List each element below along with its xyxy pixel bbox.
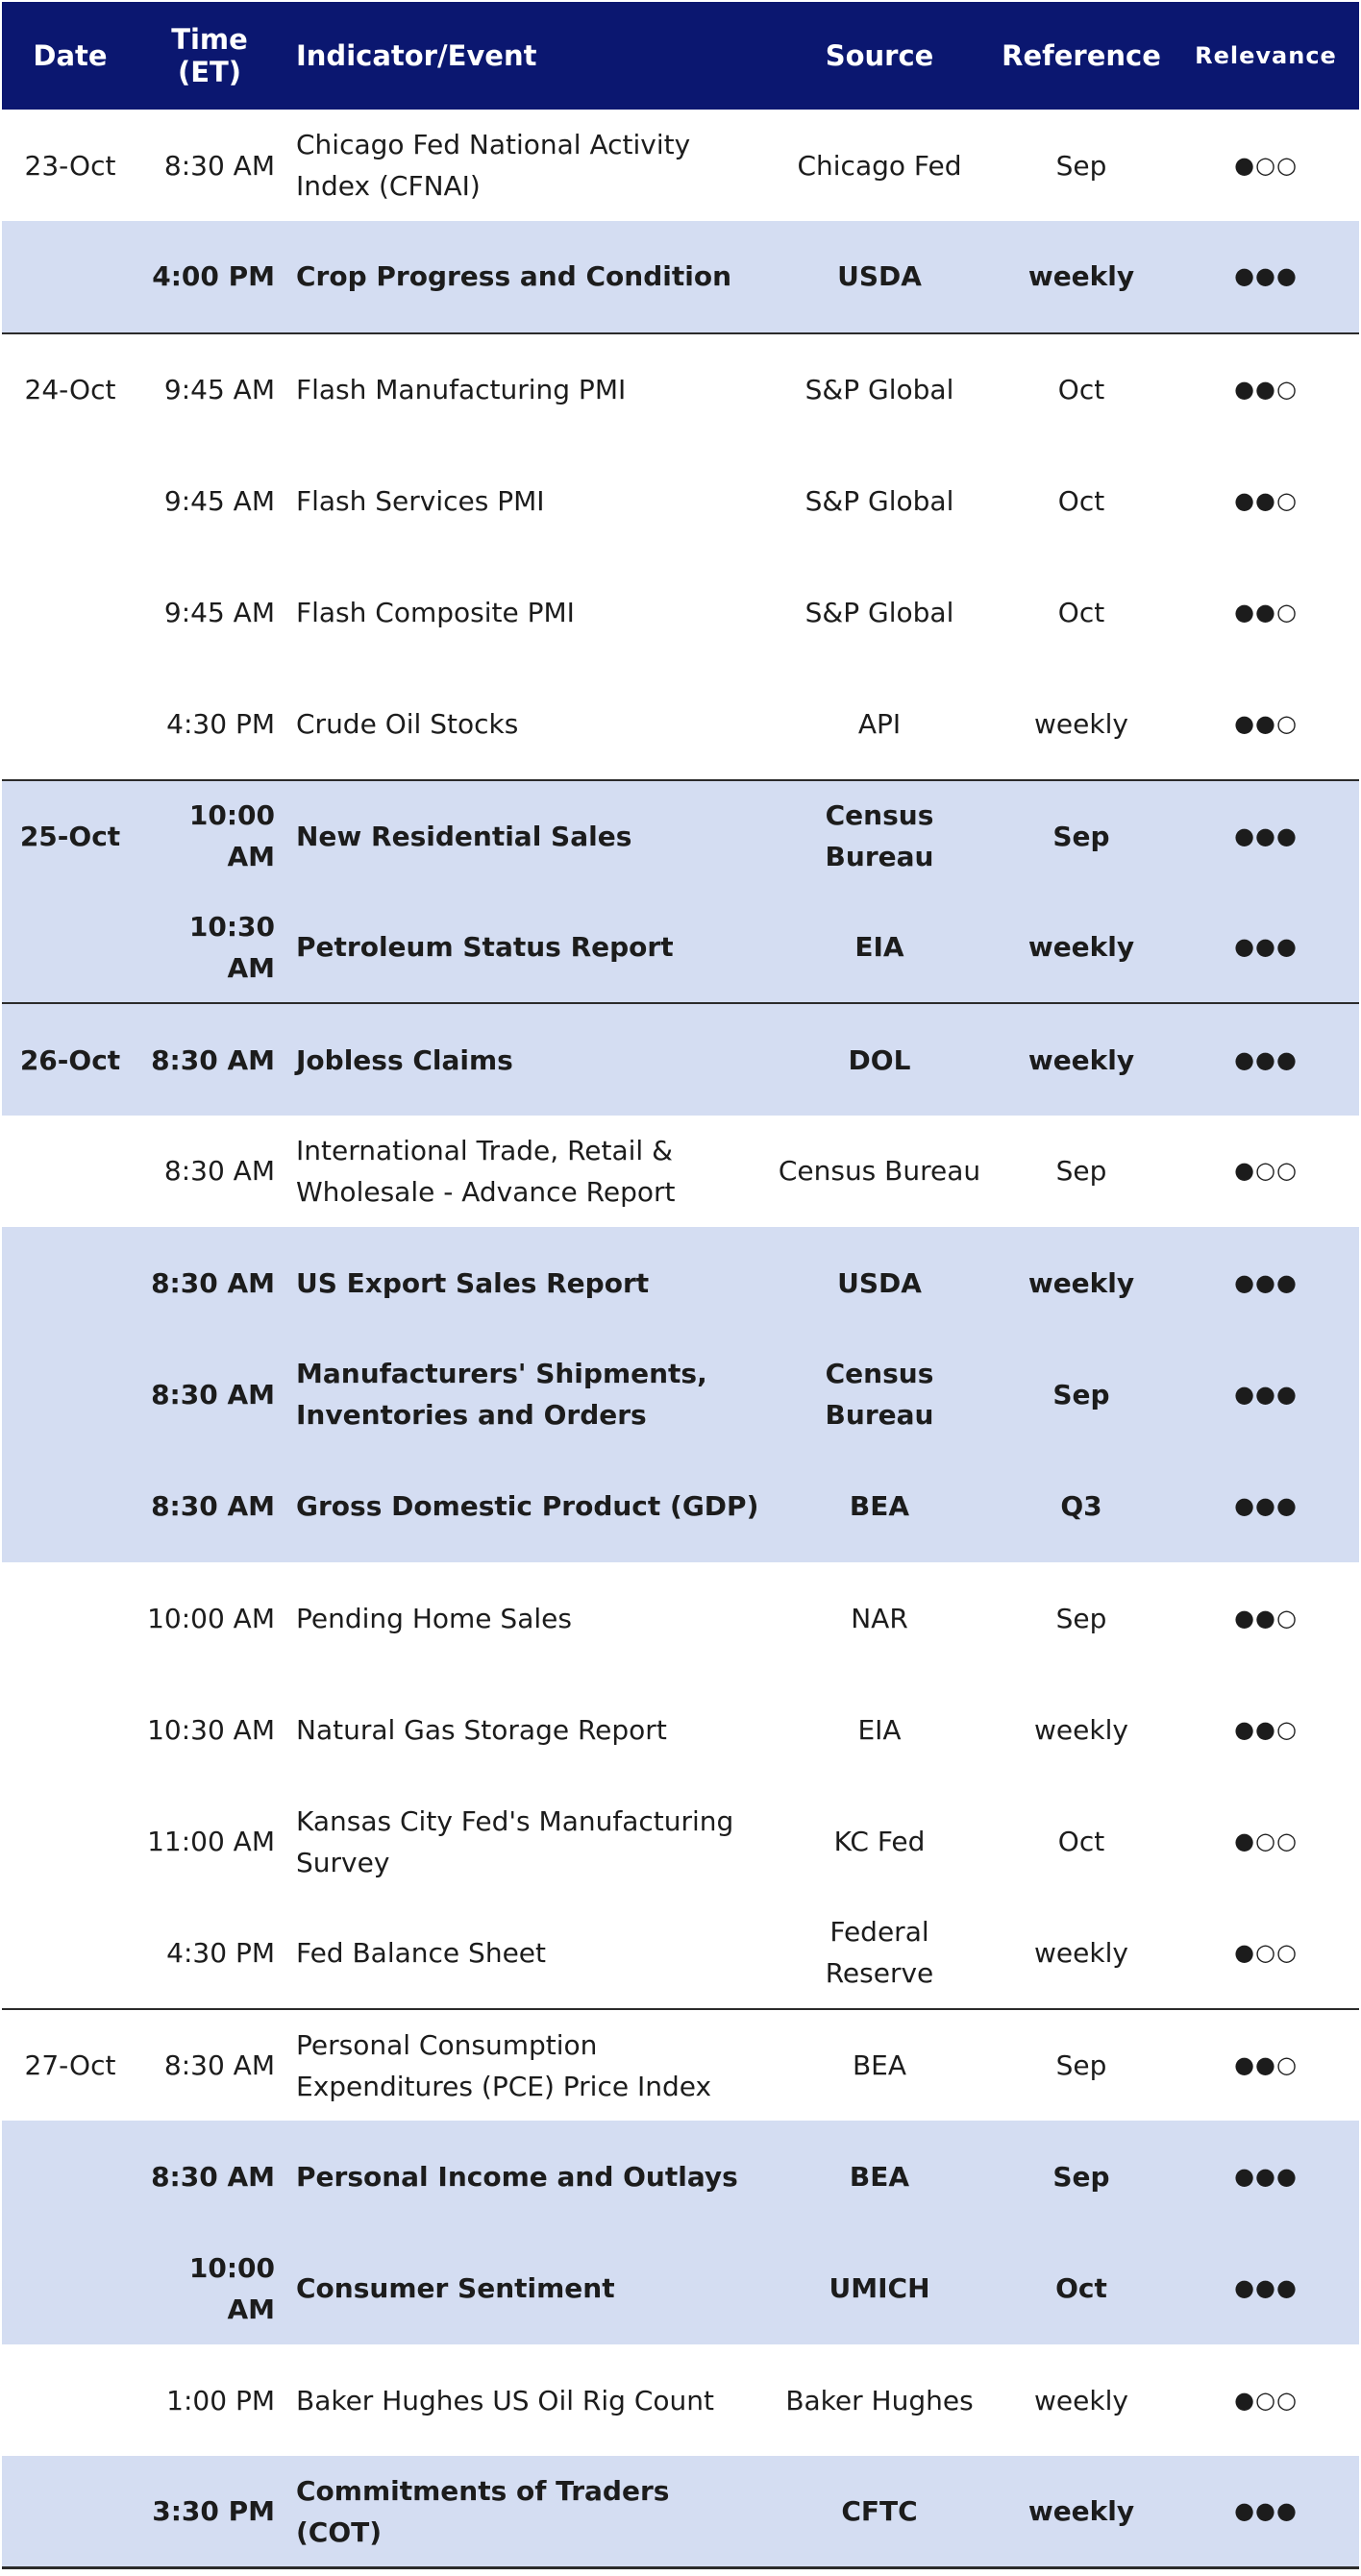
relevance-dots: ●●● [1173, 2456, 1359, 2567]
cell-event: Natural Gas Storage Report [296, 1713, 667, 1746]
cell-time: 8:30 AM [138, 1338, 288, 1450]
cell-reference: Sep [1055, 149, 1107, 182]
cell-source: CFTC [769, 2456, 990, 2567]
table-row [2, 2233, 1359, 2344]
relevance-dots: ●●○ [1234, 709, 1298, 737]
cell-date [2, 1451, 138, 1562]
cell-time: 4:30 PM [166, 1936, 275, 1969]
table-row [2, 1674, 1359, 1785]
cell-time: 8:30 AM [138, 1227, 288, 1338]
relevance-dots: ●●● [1173, 2233, 1359, 2344]
cell-reference: weekly [990, 2456, 1173, 2567]
table-row [2, 1785, 1359, 1897]
cell-date: 26-Oct [2, 1003, 138, 1115]
cell-event: Gross Domestic Product (GDP) [288, 1451, 769, 1562]
table-row [2, 780, 1359, 892]
cell-reference: weekly [990, 1003, 1173, 1115]
table-row [2, 1451, 1359, 1562]
relevance-dots: ●●○ [1234, 486, 1298, 514]
cell-date [2, 2233, 138, 2344]
relevance-dots: ●○○ [1234, 151, 1298, 179]
cell-source: EIA [769, 892, 990, 1003]
cell-time: 9:45 AM [138, 333, 288, 445]
relevance-dots: ●○○ [1234, 1938, 1298, 1966]
cell-reference: weekly [990, 221, 1173, 332]
cell-source: DOL [769, 1003, 990, 1115]
cell-time: 4:00 PM [138, 221, 288, 332]
cell-source: BEA [769, 2121, 990, 2232]
table-row [2, 2121, 1359, 2232]
relevance-dots: ●●● [1173, 2121, 1359, 2232]
cell-date: 25-Oct [2, 780, 138, 892]
table-row [2, 892, 1359, 1003]
cell-source: NAR [851, 1602, 908, 1634]
cell-event: Jobless Claims [288, 1003, 769, 1115]
cell-time: 8:30 AM [163, 1155, 275, 1188]
cell-source: EIA [857, 1713, 902, 1746]
table-row [2, 1003, 1359, 1115]
cell-date [2, 556, 138, 668]
cell-time: 8:30 AM [163, 149, 275, 182]
cell-reference: Sep [1055, 1602, 1107, 1634]
cell-reference: weekly [1034, 1713, 1128, 1746]
cell-time: 10:00 AM [147, 1602, 275, 1634]
header-source: Source [769, 2, 990, 110]
cell-source: Chicago Fed [797, 149, 962, 182]
cell-date [2, 1785, 138, 1897]
cell-source: BEA [769, 1451, 990, 1562]
table-row [2, 1116, 1359, 1227]
table-row [2, 445, 1359, 556]
cell-date: 24-Oct [2, 333, 138, 445]
cell-source: Census Bureau [778, 1155, 981, 1188]
table-row [2, 668, 1359, 779]
cell-time: 9:45 AM [163, 484, 275, 517]
table-row [2, 2009, 1359, 2121]
cell-reference: Sep [990, 1338, 1173, 1450]
table-row [2, 1562, 1359, 1674]
cell-event: Flash Manufacturing PMI [288, 333, 769, 445]
cell-event: Commitments of Traders (COT) [288, 2456, 769, 2567]
cell-date [2, 1562, 138, 1674]
cell-source: USDA [769, 1227, 990, 1338]
header-reference: Reference [990, 2, 1173, 110]
table-row [2, 110, 1359, 221]
cell-reference: Oct [1057, 484, 1105, 517]
cell-date [2, 1116, 138, 1227]
cell-time: 10:30 AM [138, 892, 288, 1003]
cell-time: 9:45 AM [163, 596, 275, 628]
table-row [2, 333, 1359, 445]
table-body [2, 110, 1359, 2568]
cell-time: 3:30 PM [138, 2456, 288, 2567]
cell-reference: Oct [990, 2233, 1173, 2344]
header-relevance: Relevance [1173, 2, 1359, 110]
table-row [2, 221, 1359, 332]
cell-event: Fed Balance Sheet [296, 1936, 546, 1969]
cell-event: Personal Income and Outlays [288, 2121, 769, 2232]
cell-time: 11:00 AM [147, 1826, 275, 1858]
cell-date [2, 1898, 138, 2009]
header-event: Indicator/Event [288, 2, 769, 110]
cell-time: 8:30 AM [138, 1451, 288, 1562]
economic-calendar-table [2, 2, 1359, 2569]
cell-reference: Sep [990, 780, 1173, 892]
table-row [2, 2344, 1359, 2456]
header-row [2, 2, 1359, 110]
cell-reference: Sep [1055, 1155, 1107, 1188]
cell-event: International Trade, Retail & Wholesale - Advance Report [296, 1134, 676, 1208]
cell-date [2, 1227, 138, 1338]
relevance-dots: ●●● [1173, 221, 1359, 332]
relevance-dots: ●●○ [1173, 2009, 1359, 2121]
cell-reference: weekly [990, 892, 1173, 1003]
cell-event: Personal Consumption Expenditures (PCE) Price Index [288, 2009, 769, 2121]
relevance-dots: ●●● [1173, 1227, 1359, 1338]
relevance-dots: ●●● [1173, 1003, 1359, 1115]
table-row [2, 2456, 1359, 2567]
cell-reference: Sep [990, 2009, 1173, 2121]
cell-event: New Residential Sales [288, 780, 769, 892]
cell-reference: Q3 [990, 1451, 1173, 1562]
cell-reference: Oct [990, 333, 1173, 445]
cell-date [2, 1338, 138, 1450]
table-row [2, 1227, 1359, 1338]
relevance-dots: ●●● [1173, 1338, 1359, 1450]
cell-time: 10:00 AM [138, 780, 288, 892]
cell-event: Crude Oil Stocks [296, 707, 519, 740]
table-row [2, 1898, 1359, 2009]
cell-reference: weekly [1034, 1936, 1128, 1969]
cell-reference: weekly [990, 1227, 1173, 1338]
cell-event: Baker Hughes US Oil Rig Count [296, 2384, 714, 2417]
cell-source: Census Bureau [769, 1338, 990, 1450]
table-row [2, 1338, 1359, 1450]
cell-time: 1:00 PM [166, 2384, 275, 2417]
cell-time: 4:30 PM [166, 707, 275, 740]
cell-source: S&P Global [804, 484, 954, 517]
relevance-dots: ●○○ [1234, 1157, 1298, 1185]
cell-date: 27-Oct [2, 2009, 138, 2121]
cell-reference: Oct [1057, 1826, 1105, 1858]
relevance-dots: ●○○ [1234, 2386, 1298, 2414]
cell-event: Flash Composite PMI [296, 596, 575, 628]
cell-source: Federal Reserve [825, 1916, 934, 1990]
cell-source: API [857, 707, 902, 740]
relevance-dots: ●○○ [1234, 1828, 1298, 1855]
cell-time: 8:30 AM [138, 1003, 288, 1115]
cell-date: 23-Oct [24, 149, 116, 182]
cell-date [2, 668, 138, 779]
cell-source: KC Fed [833, 1826, 926, 1858]
cell-source: S&P Global [769, 333, 990, 445]
cell-date [2, 2121, 138, 2232]
cell-event: Pending Home Sales [296, 1602, 572, 1634]
cell-time: 10:00 AM [138, 2233, 288, 2344]
cell-source: S&P Global [804, 596, 954, 628]
cell-reference: weekly [1034, 707, 1128, 740]
cell-reference: Oct [1057, 596, 1105, 628]
cell-time: 8:30 AM [138, 2121, 288, 2232]
relevance-dots: ●●○ [1234, 598, 1298, 626]
cell-source: BEA [769, 2009, 990, 2121]
cell-event: Crop Progress and Condition [288, 221, 769, 332]
cell-event: Petroleum Status Report [288, 892, 769, 1003]
relevance-dots: ●●● [1173, 1451, 1359, 1562]
cell-event: Manufacturers' Shipments, Inventories and Orders [288, 1338, 769, 1450]
cell-date [2, 2456, 138, 2567]
cell-source: USDA [769, 221, 990, 332]
cell-source: Baker Hughes [785, 2384, 974, 2417]
relevance-dots: ●●○ [1234, 1604, 1298, 1631]
cell-event: Consumer Sentiment [288, 2233, 769, 2344]
cell-date [2, 221, 138, 332]
cell-time: 10:30 AM [147, 1713, 275, 1746]
cell-reference: Sep [990, 2121, 1173, 2232]
cell-date [2, 1674, 138, 1785]
cell-time: 8:30 AM [138, 2009, 288, 2121]
cell-event: Chicago Fed National Activity Index (CFNAI) [296, 129, 691, 203]
cell-event: Flash Services PMI [296, 484, 545, 517]
table-row [2, 556, 1359, 668]
cell-date [2, 2344, 138, 2456]
relevance-dots: ●●○ [1234, 1715, 1298, 1743]
cell-source: UMICH [769, 2233, 990, 2344]
relevance-dots: ●●● [1173, 780, 1359, 892]
cell-event: Kansas City Fed's Manufacturing Survey [296, 1804, 734, 1878]
relevance-dots: ●●○ [1173, 333, 1359, 445]
cell-date [2, 892, 138, 1003]
cell-date [2, 445, 138, 556]
header-time: Time (ET) [138, 2, 288, 110]
cell-reference: weekly [1034, 2384, 1128, 2417]
relevance-dots: ●●● [1173, 892, 1359, 1003]
cell-event: US Export Sales Report [288, 1227, 769, 1338]
header-date: Date [2, 2, 138, 110]
cell-source: Census Bureau [769, 780, 990, 892]
